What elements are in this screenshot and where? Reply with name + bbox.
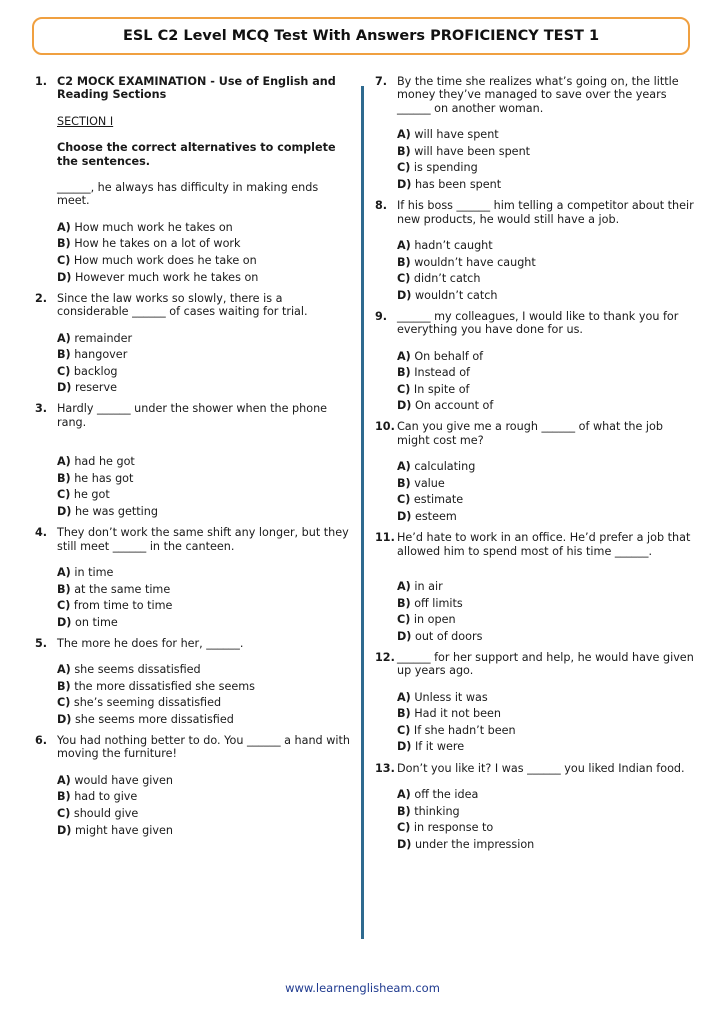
question-number: 9.: [375, 309, 388, 323]
option-a[interactable]: A) in air: [397, 579, 443, 593]
option-c[interactable]: C) from time to time: [57, 599, 173, 613]
option-c[interactable]: C) he got: [57, 488, 110, 502]
question-number: 12.: [375, 650, 395, 664]
question-number: 5.: [35, 636, 48, 650]
question-5: [35, 637, 353, 730]
question-10: [375, 420, 697, 526]
question-number: 13.: [375, 761, 395, 775]
question-4: [35, 526, 353, 632]
option-a[interactable]: A) would have given: [57, 773, 174, 787]
option-a[interactable]: A) On behalf of: [397, 349, 484, 363]
option-b[interactable]: B) the more dissatisfied she seems: [57, 679, 255, 693]
question-number: 3.: [35, 402, 48, 416]
page-title: ESL C2 Level MCQ Test With Answers PROFICIENCY TEST 1: [32, 17, 690, 55]
option-c[interactable]: C) she’s seeming dissatisfied: [57, 696, 222, 710]
question-8: [375, 199, 697, 305]
option-d[interactable]: D) she seems more dissatisfied: [57, 712, 234, 726]
option-c[interactable]: C) in open: [397, 613, 456, 627]
question-stem: He’d hate to work in an office. He’d prefer a job that allowed him to spend most of his time ______.: [397, 531, 691, 558]
option-d[interactable]: D) under the impression: [397, 837, 535, 851]
option-a[interactable]: A) Unless it was: [397, 690, 488, 704]
question-11: [375, 531, 697, 646]
question-number: 7.: [375, 75, 388, 88]
question-stem: Can you give me a rough ______ of what the job might cost me?: [397, 420, 663, 447]
option-a[interactable]: A) calculating: [397, 460, 476, 474]
option-d[interactable]: D) wouldn’t catch: [397, 288, 498, 302]
question-stem: Since the law works so slowly, there is a considerable ______ of cases waiting for trial.: [57, 291, 308, 319]
question-stem: ______ my colleagues, I would like to thank you for everything you have done for us.: [397, 309, 679, 337]
question-stem: The more he does for her, ______.: [57, 636, 244, 650]
option-d[interactable]: D) reserve: [57, 381, 118, 395]
option-b[interactable]: B) had to give: [57, 790, 138, 804]
option-d[interactable]: D) On account of: [397, 399, 494, 413]
footer-link[interactable]: www.learnenglisheam.com: [285, 981, 440, 995]
option-b[interactable]: B) he has got: [57, 471, 134, 485]
question-number: 8.: [375, 199, 388, 213]
question-number: 10.: [375, 420, 395, 434]
option-a[interactable]: A) hadn’t caught: [397, 238, 493, 252]
question-stem: Hardly ______ under the shower when the phone rang.: [57, 402, 328, 429]
question-6: [35, 734, 353, 840]
question-stem: If his boss ______ him telling a competitor about their new products, he would still have a job.: [397, 199, 694, 226]
option-c[interactable]: C) didn’t catch: [397, 272, 481, 286]
option-c[interactable]: C) is spending: [397, 161, 478, 175]
question-2: [35, 292, 353, 398]
option-a[interactable]: A) How much work he takes on: [57, 220, 233, 234]
question-stem: By the time she realizes what’s going on, the little money they’ve managed to save over the years ______ on another woman.: [397, 75, 679, 115]
option-c[interactable]: C) In spite of: [397, 382, 470, 396]
option-b[interactable]: B) wouldn’t have caught: [397, 255, 536, 269]
option-a[interactable]: A) remainder: [57, 331, 133, 345]
instruction-text: Choose the correct alternatives to complete the sentences.: [57, 141, 336, 168]
option-c[interactable]: C) If she hadn’t been: [397, 723, 516, 737]
option-b[interactable]: B) will have been spent: [397, 144, 531, 158]
question-number: 4.: [35, 526, 48, 540]
option-b[interactable]: B) Had it not been: [397, 707, 502, 721]
option-a[interactable]: A) in time: [57, 565, 114, 579]
option-c[interactable]: C) How much work does he take on: [57, 254, 257, 268]
option-a[interactable]: A) off the idea: [397, 787, 479, 801]
option-b[interactable]: B) thinking: [397, 804, 460, 818]
option-c[interactable]: C) should give: [57, 807, 139, 821]
option-d[interactable]: D) However much work he takes on: [57, 270, 259, 284]
section-label: SECTION I: [57, 114, 114, 128]
question-stem: You had nothing better to do. You ______ a hand with moving the furniture!: [57, 734, 350, 761]
option-b[interactable]: B) hangover: [57, 348, 128, 362]
exam-heading: C2 MOCK EXAMINATION - Use of English and Reading Sections: [57, 75, 336, 102]
right-column: [375, 75, 697, 854]
option-a[interactable]: A) had he got: [57, 455, 135, 469]
option-d[interactable]: D) esteem: [397, 510, 457, 524]
question-3: [35, 402, 353, 521]
question-13: [375, 762, 697, 855]
option-d[interactable]: D) might have given: [57, 823, 173, 837]
option-b[interactable]: B) at the same time: [57, 582, 171, 596]
option-c[interactable]: C) in response to: [397, 821, 494, 835]
question-number: 11.: [375, 531, 395, 545]
question-stem: ______ for her support and help, he would have given up years ago.: [397, 650, 694, 678]
question-12: [375, 651, 697, 757]
question-1: [35, 75, 353, 287]
question-9: [375, 310, 697, 416]
option-a[interactable]: A) will have spent: [397, 128, 499, 142]
option-d[interactable]: D) on time: [57, 615, 118, 629]
option-d[interactable]: D) has been spent: [397, 178, 502, 191]
option-b[interactable]: B) Instead of: [397, 366, 470, 380]
question-7: [375, 75, 697, 195]
option-c[interactable]: C) backlog: [57, 364, 118, 378]
option-a[interactable]: A) she seems dissatisfied: [57, 663, 201, 677]
left-column: [35, 75, 353, 840]
option-d[interactable]: D) he was getting: [57, 505, 158, 518]
question-number: 2.: [35, 291, 48, 305]
question-stem: ______, he always has difficulty in making ends meet.: [57, 181, 319, 208]
question-number: 6.: [35, 734, 48, 748]
column-divider: [361, 86, 364, 939]
question-stem: Don’t you like it? I was ______ you liked Indian food.: [397, 761, 685, 775]
option-d[interactable]: D) If it were: [397, 740, 465, 754]
option-b[interactable]: B) value: [397, 476, 445, 490]
option-c[interactable]: C) estimate: [397, 493, 464, 507]
option-b[interactable]: B) How he takes on a lot of work: [57, 237, 241, 251]
question-stem: They don’t work the same shift any longer, but they still meet ______ in the canteen.: [57, 526, 349, 553]
question-number: 1.: [35, 75, 48, 88]
option-d[interactable]: D) out of doors: [397, 629, 483, 643]
option-b[interactable]: B) off limits: [397, 596, 463, 610]
